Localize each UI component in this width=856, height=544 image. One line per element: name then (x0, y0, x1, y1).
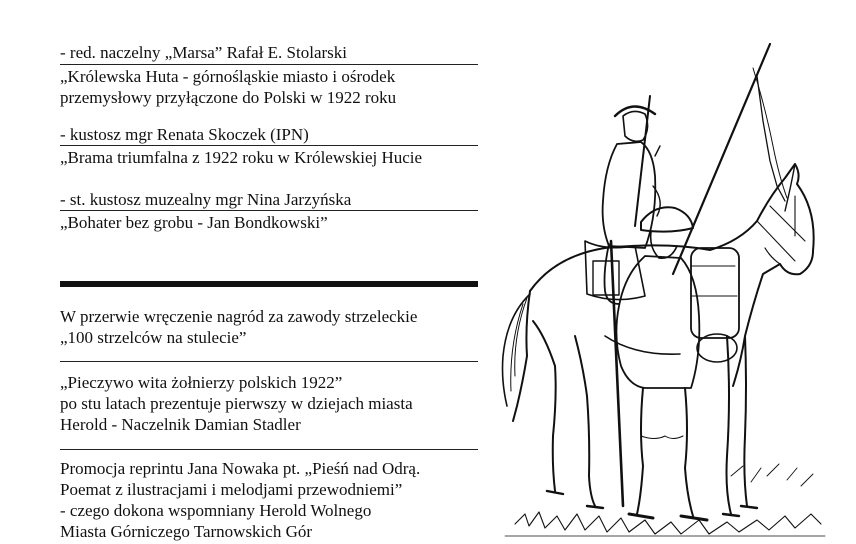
speaker-jarzynska: - st. kustosz muzealny mgr Nina Jarzyńska (60, 190, 352, 209)
event-line: - czego dokona wspomniany Herold Wolnego (60, 501, 372, 520)
event-line: „Pieczywo wita żołnierzy polskich 1922” (60, 373, 343, 392)
speaker-skoczek: - kustosz mgr Renata Skoczek (IPN) (60, 125, 309, 144)
lecture-title-line: „Bohater bez grobu - Jan Bondkowski” (60, 213, 328, 232)
speaker-stolarski: - red. naczelny „Marsa” Rafał E. Stolarski (60, 43, 347, 62)
speaker-underline (60, 210, 478, 211)
event-divider (60, 361, 478, 362)
event-line: W przerwie wręczenie nagród za zawody strzeleckie (60, 307, 418, 326)
lecture-title-line: „Brama triumfalna z 1922 roku w Królewskiej Hucie (60, 148, 423, 167)
section-divider (60, 281, 478, 287)
speaker-underline (60, 64, 478, 65)
event-line: Herold - Naczelnik Damian Stadler (60, 415, 301, 434)
soldiers-horse-illustration (495, 36, 835, 541)
lecture-title-line: „Królewska Huta - górnośląskie miasto i ośrodek (60, 67, 396, 86)
event-line: Poemat z ilustracjami i melodjami przewodniemi” (60, 480, 403, 499)
event-divider (60, 449, 478, 450)
lecture-title-line: przemysłowy przyłączone do Polski w 1922 roku (60, 88, 397, 107)
speaker-underline (60, 145, 478, 146)
event-line: Promocja reprintu Jana Nowaka pt. „Pieśń nad Odrą. (60, 459, 421, 478)
event-line: po stu latach prezentuje pierwszy w dziejach miasta (60, 394, 413, 413)
event-line: Miasta Górniczego Tarnowskich Gór (60, 522, 313, 541)
event-line: „100 strzelców na stulecie” (60, 328, 247, 347)
